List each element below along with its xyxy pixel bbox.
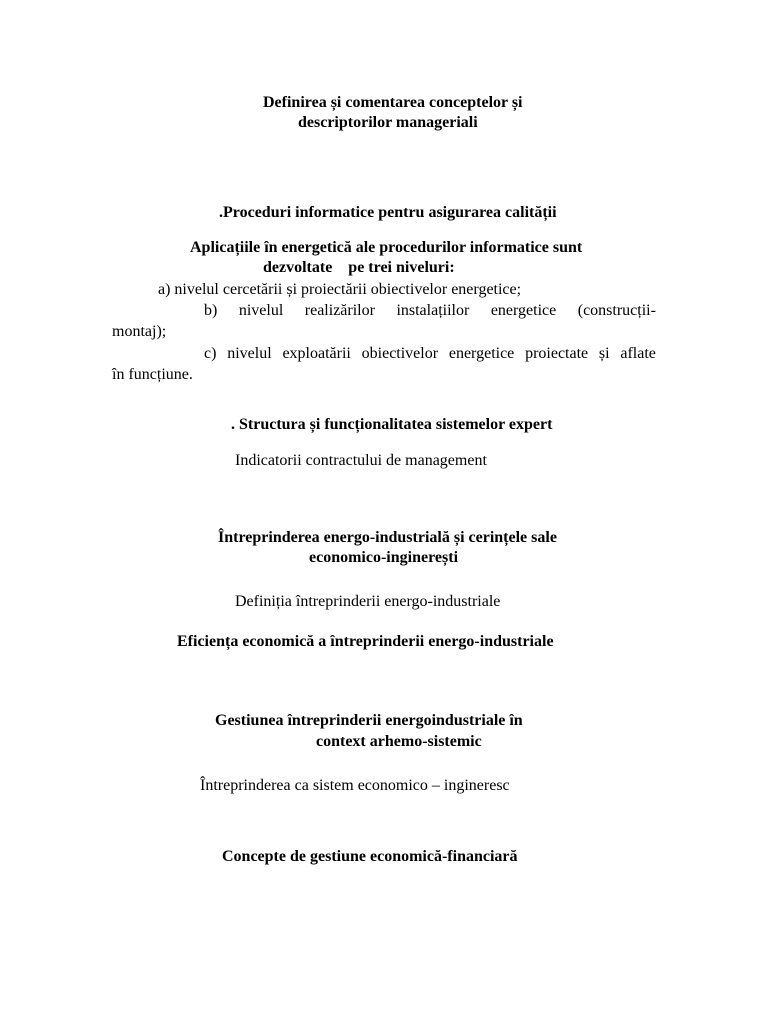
subsection-definitia: Definiția întreprinderii energo-industriale: [235, 593, 501, 610]
item-c-word: energetice: [448, 345, 515, 362]
section-heading-intreprinderea-line-2: economico-inginerești: [309, 549, 459, 566]
section-heading-concepte: Concepte de gestiune economică-financiară: [222, 848, 518, 865]
item-c-word: obiectivelor: [361, 345, 439, 362]
intro-line-2: dezvoltate pe trei niveluri:: [263, 259, 455, 276]
item-c-word: nivelul: [227, 345, 272, 362]
item-c-word: c): [204, 345, 217, 362]
item-b-word: b): [204, 302, 218, 319]
list-item-c: [204, 344, 656, 364]
subsection-intreprinderea-sistem: Întreprinderea ca sistem economico – ingineresc: [200, 777, 510, 794]
section-heading-proceduri: .Proceduri informatice pentru asigurarea calității: [219, 204, 557, 221]
list-item-b-continuation: montaj);: [112, 323, 167, 340]
section-heading-eficienta: Eficiența economică a întreprinderii energo-industriale: [177, 633, 554, 650]
item-b-word: nivelul: [238, 302, 284, 319]
item-c-word: exploatării: [282, 345, 351, 362]
section-heading-gestiunea-line-1: Gestiunea întreprinderii energoindustriale în: [215, 712, 523, 729]
item-b-word: instalațiilor: [396, 302, 470, 319]
list-item-a: a) nivelul cercetării și proiectării obiectivelor energetice;: [158, 281, 522, 298]
item-c-word: și: [598, 345, 610, 362]
section-heading-sisteme-expert: . Structura și funcționalitatea sistemelor expert: [231, 416, 553, 433]
item-c-word: aflate: [620, 345, 656, 362]
intro-line-1: Aplicațiile în energetică ale procedurilor informatice sunt: [190, 239, 583, 256]
item-b-word: energetice: [490, 302, 557, 319]
document-title-line-1: Definirea și comentarea conceptelor și: [263, 94, 523, 111]
list-item-b: [204, 301, 656, 321]
subsection-indicatorii: Indicatorii contractului de management: [235, 452, 487, 469]
list-item-c-continuation: în funcțiune.: [112, 366, 193, 383]
document-title-line-2: descriptorilor manageriali: [298, 114, 478, 131]
item-b-word: realizărilor: [304, 302, 375, 319]
section-heading-intreprinderea-line-1: Întreprinderea energo-industrială și cerințele sale: [218, 529, 557, 546]
section-heading-gestiunea-line-2: context arhemo-sistemic: [316, 733, 482, 750]
item-b-word: (construcții-: [577, 302, 656, 319]
item-c-word: proiectate: [525, 345, 589, 362]
